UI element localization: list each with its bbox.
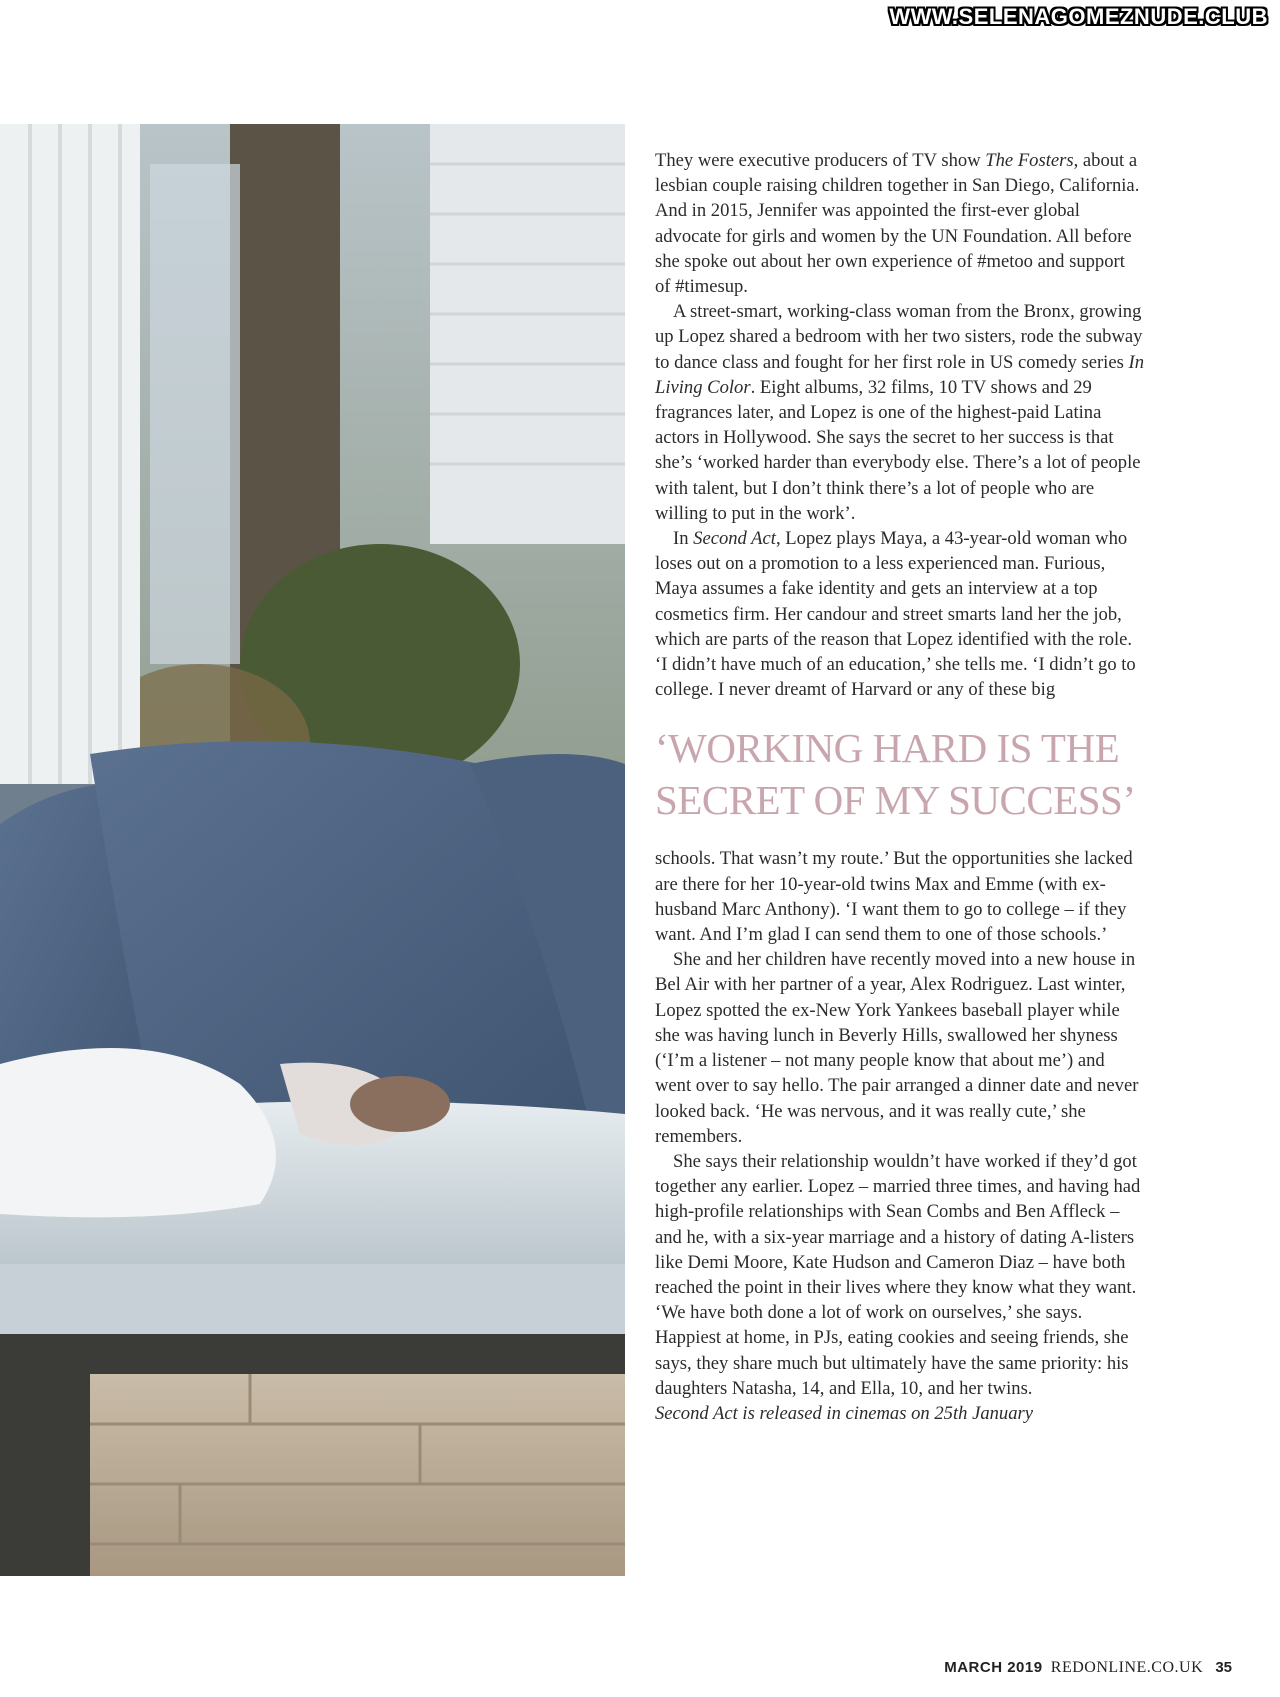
watermark-text: WWW.SELENAGOMEZNUDE.CLUB (889, 4, 1268, 29)
article-body-bottom (655, 846, 1145, 1400)
text-run: They were executive producers of TV show (655, 150, 986, 171)
text-run: . Eight albums, 32 films, 10 TV shows and 29 fragrances later, and Lopez is one of the highest-paid Latina actors in Hollywood. She says the secret to her success is that she’s ‘worked harder than everybody else. There’s a lot of people with talent, but I don’t think there’s a lot of people who are willing to put in the work’. (655, 376, 1141, 524)
issue-date: MARCH 2019 (944, 1659, 1043, 1676)
italic-title: The Fosters (985, 150, 1074, 171)
italic-title: In Living Color (655, 351, 1144, 398)
article-paragraph (655, 947, 1145, 1149)
page-number: 35 (1215, 1659, 1232, 1676)
text-run: She and her children have recently moved into a new house in Bel Air with her partner of a year, Alex Rodriguez. Last winter, Lopez spotted the ex-New York Yankees baseball player while she was having lunch in Beverly Hills, swallowed her shyness (‘I’m a listener – not many people know that about me’) and went over to say hello. The pair arranged a dinner date and never looked back. ‘He was nervous, and it was really cute,’ she remembers. (655, 949, 1139, 1147)
text-run: schools. That wasn’t my route.’ But the opportunities she lacked are there for her 10-year-old twins Max and Emme (with ex-husband Marc Anthony). ‘I want them to go to college – if they want. And I’m glad I can send them to one of those schools.’ (655, 848, 1133, 946)
pull-quote (655, 722, 1145, 826)
article-paragraph (655, 846, 1145, 947)
release-caption: Second Act is released in cinemas on 25th January (655, 1402, 1033, 1424)
pull-quote-line: SECRET OF MY SUCCESS’ (655, 777, 1136, 824)
text-run: She says their relationship wouldn’t have worked if they’d got together any earlier. Lopez – married three times, and having had high-profile relationships with Sean Combs and Ben Affleck – and he, with a six-year marriage and a history of dating A-listers like Demi Moore, Kate Hudson and Cameron Diaz – have both reached the point in their lives where they know what they want. ‘We have both done a lot of work on ourselves,’ she says. Happiest at home, in PJs, eating cookies and seeing friends, she says, they share much but ultimately have the same priority: his daughters Natasha, 14, and Ella, 10, and her twins. (655, 1150, 1141, 1399)
pull-quote-line: ‘WORKING HARD IS THE (655, 725, 1120, 772)
text-run: , Lopez plays Maya, a 43-year-old woman who loses out on a promotion to a less experienced man. Furious, Maya assumes a fake identity and gets an interview at a top cosmetics firm. Her candour and street smarts land her the job, which are parts of the reason that Lopez identified with the role. ‘I didn’t have much of an education,’ she tells me. ‘I didn’t go to college. I never dreamt of Harvard or any of these big (655, 528, 1136, 701)
text-run: A street-smart, working-class woman from the Bronx, growing up Lopez shared a bedroom with her two sisters, rode the subway to dance class and fought for her first role in US comedy series (655, 301, 1143, 373)
lifestyle-photo (0, 124, 625, 1576)
italic-title: Second Act (693, 528, 776, 550)
article-column (655, 148, 1145, 1426)
website: REDONLINE.CO.UK (1050, 1659, 1204, 1676)
page-footer (944, 1659, 1232, 1677)
text-run: , about a lesbian couple raising children together in San Diego, California. And in 2015, Jennifer was appointed the first-ever global advocate for girls and women by the UN Foundation. All before she spoke out about her own experience of #metoo and support of #timesup. (655, 150, 1140, 298)
text-run: In (673, 528, 694, 550)
article-paragraph (655, 1149, 1145, 1401)
article-paragraph (655, 526, 1145, 702)
article-paragraph (655, 299, 1145, 526)
article-body-top (655, 148, 1145, 702)
article-paragraph (655, 148, 1145, 299)
